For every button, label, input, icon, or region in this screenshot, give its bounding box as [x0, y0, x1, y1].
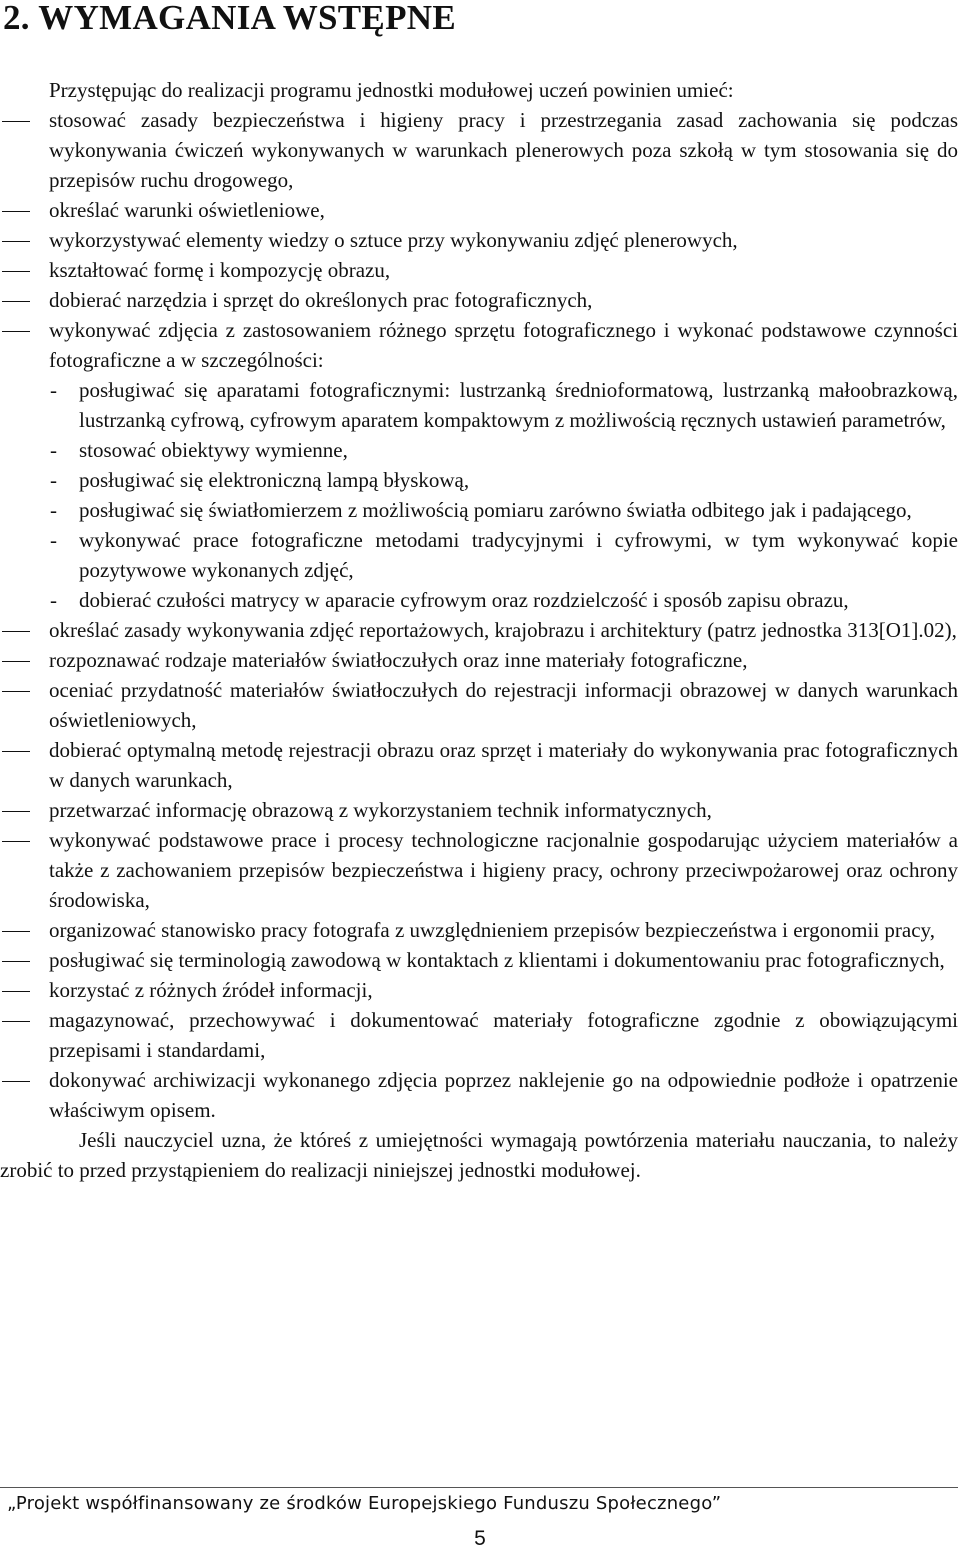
requirement-text: wykorzystywać elementy wiedzy o sztuce przy wykonywaniu zdjęć plenerowych, — [49, 228, 738, 252]
dash-bullet — [2, 1021, 30, 1022]
requirement-item — [0, 945, 958, 975]
sub-requirement-text: posługiwać się aparatami fotograficznymi: lustrzanką średnioformatową, lustrzanką małoobrazkową, lustrzanką cyfrową, cyfrowym aparatem kompaktowym z możliwością ręcznych ustawień parametrów, — [79, 378, 958, 432]
dash-bullet — [2, 691, 30, 692]
sub-requirement-text: posługiwać się światłomierzem z możliwością pomiaru zarówno światła odbitego jak i padającego, — [79, 498, 912, 522]
requirement-item — [0, 105, 958, 195]
requirement-item — [0, 975, 958, 1005]
hyphen-marker: - — [50, 498, 57, 522]
requirement-text: dokonywać archiwizacji wykonanego zdjęcia poprzez naklejenie go na odpowiednie podłoże i opatrzenie właściwym opisem. — [49, 1068, 958, 1122]
requirement-item — [0, 795, 958, 825]
hyphen-marker: - — [50, 468, 57, 492]
dash-bullet — [2, 331, 30, 332]
requirement-text: posługiwać się terminologią zawodową w kontaktach z klientami i dokumentowaniu prac fotograficznych, — [49, 948, 945, 972]
dash-bullet — [2, 241, 30, 242]
requirement-item — [0, 735, 958, 795]
sub-requirement-item — [0, 585, 958, 615]
section-heading: 2. WYMAGANIA WSTĘPNE — [3, 0, 456, 37]
requirement-item — [0, 825, 958, 915]
requirement-text: kształtować formę i kompozycję obrazu, — [49, 258, 391, 282]
sub-requirement-item — [0, 525, 958, 585]
dash-bullet — [2, 661, 30, 662]
requirement-item — [0, 1005, 958, 1065]
dash-bullet — [2, 1081, 30, 1082]
requirement-item — [0, 1065, 958, 1125]
hyphen-marker: - — [50, 438, 57, 462]
closing-paragraph: Jeśli nauczyciel uzna, że któreś z umiejętności wymagają powtórzenia materiału nauczania, to należy zrobić to przed przystąpieniem do realizacji niniejszej jednostki modułowej. — [0, 1128, 958, 1182]
sub-requirement-item — [0, 465, 958, 495]
requirements-section — [0, 75, 958, 1185]
dash-bullet — [2, 931, 30, 932]
requirement-text: przetwarzać informację obrazową z wykorzystaniem technik informatycznych, — [49, 798, 712, 822]
page-number: 5 — [474, 1527, 486, 1550]
requirement-item — [0, 675, 958, 735]
requirement-text: organizować stanowisko pracy fotografa z uwzględnieniem przepisów bezpieczeństwa i ergonomii pracy, — [49, 918, 935, 942]
dash-bullet — [2, 121, 30, 122]
requirement-item — [0, 645, 958, 675]
sub-requirement-text: wykonywać prace fotograficzne metodami tradycyjnymi i cyfrowymi, w tym wykonywać kopie pozytywowe wykonanych zdjęć, — [79, 528, 958, 582]
requirement-text: określać zasady wykonywania zdjęć reportażowych, krajobrazu i architektury (patrz jednostka 313[O1].02), — [49, 618, 957, 642]
requirement-text: wykonywać zdjęcia z zastosowaniem różnego sprzętu fotograficznego i wykonać podstawowe czynności fotograficzne a w szczególności: — [49, 318, 958, 372]
requirement-text: rozpoznawać rodzaje materiałów światłoczułych oraz inne materiały fotograficzne, — [49, 648, 748, 672]
sub-requirement-item — [0, 375, 958, 435]
hyphen-marker: - — [50, 378, 57, 402]
sub-requirement-item — [0, 435, 958, 465]
hyphen-marker: - — [50, 588, 57, 612]
hyphen-marker: - — [50, 528, 57, 552]
requirement-text: wykonywać podstawowe prace i procesy technologiczne racjonalnie gospodarując użyciem materiałów a także z zachowaniem przepisów bezpieczeństwa i higieny pracy, ochrony przeciwpożarowej oraz ochrony środowiska, — [49, 828, 958, 912]
dash-bullet — [2, 961, 30, 962]
footer-funding-note: „Projekt współfinansowany ze środków Europejskiego Funduszu Społecznego” — [7, 1493, 722, 1514]
dash-bullet — [2, 811, 30, 812]
requirement-item — [0, 195, 958, 225]
requirement-text: dobierać optymalną metodę rejestracji obrazu oraz sprzęt i materiały do wykonywania prac fotograficznych w danych warunkach, — [49, 738, 958, 792]
requirement-text: określać warunki oświetleniowe, — [49, 198, 325, 222]
dash-bullet — [2, 301, 30, 302]
dash-bullet — [2, 751, 30, 752]
requirement-item — [0, 915, 958, 945]
sub-requirement-text: stosować obiektywy wymienne, — [79, 438, 348, 462]
dash-bullet — [2, 271, 30, 272]
requirement-item — [0, 285, 958, 315]
sub-requirement-text: posługiwać się elektroniczną lampą błyskową, — [79, 468, 470, 492]
requirement-text: dobierać narzędzia i sprzęt do określonych prac fotograficznych, — [49, 288, 593, 312]
footer-divider — [0, 1487, 958, 1488]
sub-requirement-item — [0, 495, 958, 525]
requirement-item — [0, 255, 958, 285]
dash-bullet — [2, 991, 30, 992]
dash-bullet — [2, 631, 30, 632]
requirement-item — [0, 615, 958, 645]
dash-bullet — [2, 211, 30, 212]
requirement-text: oceniać przydatność materiałów światłoczułych do rejestracji informacji obrazowej w danych warunkach oświetleniowych, — [49, 678, 958, 732]
intro-paragraph: Przystępując do realizacji programu jednostki modułowej uczeń powinien umieć: — [49, 78, 734, 102]
requirement-item — [0, 225, 958, 255]
requirement-item — [0, 315, 958, 375]
dash-bullet — [2, 841, 30, 842]
sub-requirement-text: dobierać czułości matrycy w aparacie cyfrowym oraz rozdzielczość i sposób zapisu obrazu, — [79, 588, 849, 612]
requirement-text: korzystać z różnych źródeł informacji, — [49, 978, 373, 1002]
requirement-text: magazynować, przechowywać i dokumentować materiały fotograficzne zgodnie z obowiązującymi przepisami i standardami, — [49, 1008, 958, 1062]
requirement-text: stosować zasady bezpieczeństwa i higieny pracy i przestrzegania zasad zachowania się podczas wykonywania ćwiczeń wykonywanych w warunkach plenerowych poza szkołą w tym stosowania się do przepisów ruchu drogowego, — [49, 108, 958, 192]
